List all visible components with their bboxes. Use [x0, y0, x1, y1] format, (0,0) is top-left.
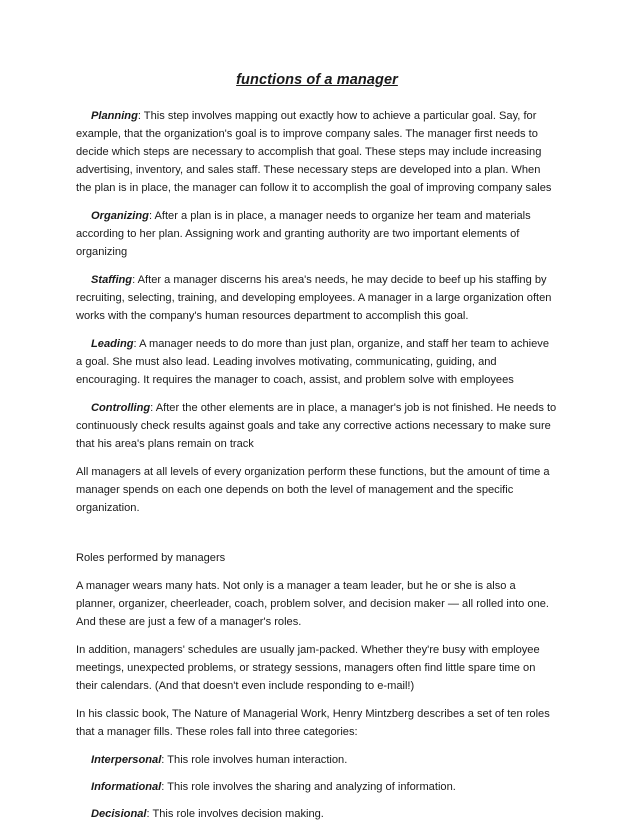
category-interpersonal	[76, 751, 558, 769]
section-spacer	[76, 527, 558, 549]
term-decisional: Decisional	[91, 808, 147, 820]
text-leading: : A manager needs to do more than just plan, organize, and staff her team to achieve a goal. She must also lead. Leading involves motivating, communicating, guiding, and encouraging. It requires the manager to coach, assist, and problem solve with employees	[76, 338, 549, 386]
summary-paragraph: All managers at all levels of every organization perform these functions, but the amount of time a manager spends on each one depends on both the level of management and the specific organization.	[76, 466, 550, 514]
term-staffing: Staffing	[91, 274, 133, 286]
term-controlling: Controlling	[91, 402, 151, 414]
roles-paragraph-2: In addition, managers' schedules are usually jam-packed. Whether they're busy with employee meetings, unexpected problems, or strategy sessions, managers often find little spare time on their calendars. (And that doesn't even include responding to e-mail!)	[76, 644, 540, 692]
roles-heading: Roles performed by managers	[76, 552, 226, 564]
term-leading: Leading	[91, 338, 134, 350]
function-leading	[76, 335, 558, 389]
category-informational	[76, 778, 558, 796]
function-controlling	[76, 399, 558, 453]
term-organizing: Organizing	[91, 210, 149, 222]
text-planning: : This step involves mapping out exactly how to achieve a particular goal. Say, for example, that the organization's goal is to improve company sales. The manager first needs to decide which steps are necessary to accomplish that goal. These steps may include increasing advertising, inventory, and sales staff. These necessary steps are developed into a plan. When the plan is in place, the manager can follow it to accomplish the goal of improving company sales	[76, 110, 552, 194]
page-title: functions of a manager	[236, 72, 398, 88]
term-informational: Informational	[91, 781, 162, 793]
function-staffing	[76, 271, 558, 325]
function-planning	[76, 107, 558, 197]
text-decisional: : This role involves decision making.	[146, 808, 324, 820]
term-planning: Planning	[91, 110, 138, 122]
text-informational: : This role involves the sharing and analyzing of information.	[161, 781, 456, 793]
function-organizing	[76, 207, 558, 261]
category-decisional	[76, 805, 558, 823]
text-interpersonal: : This role involves human interaction.	[161, 754, 348, 766]
text-staffing: : After a manager discerns his area's needs, he may decide to beef up his staffing by recruiting, selecting, training, and developing employees. A manager in a large organization often works with the company's human resources department to accomplish this goal.	[76, 274, 552, 322]
term-interpersonal: Interpersonal	[91, 754, 162, 766]
roles-paragraph-3: In his classic book, The Nature of Managerial Work, Henry Mintzberg describes a set of ten roles that a manager fills. These roles fall into three categories:	[76, 708, 550, 738]
text-controlling: : After the other elements are in place, a manager's job is not finished. He needs to continuously check results against goals and take any corrective actions necessary to make sure that his area's plans remain on track	[76, 402, 557, 450]
text-organizing: : After a plan is in place, a manager needs to organize her team and materials according to her plan. Assigning work and granting authority are two important elements of organizing	[76, 210, 531, 258]
roles-paragraph-1: A manager wears many hats. Not only is a manager a team leader, but he or she is also a planner, organizer, cheerleader, coach, problem solver, and decision maker — all rolled into one. And these are just a few of a manager's roles.	[76, 580, 549, 628]
